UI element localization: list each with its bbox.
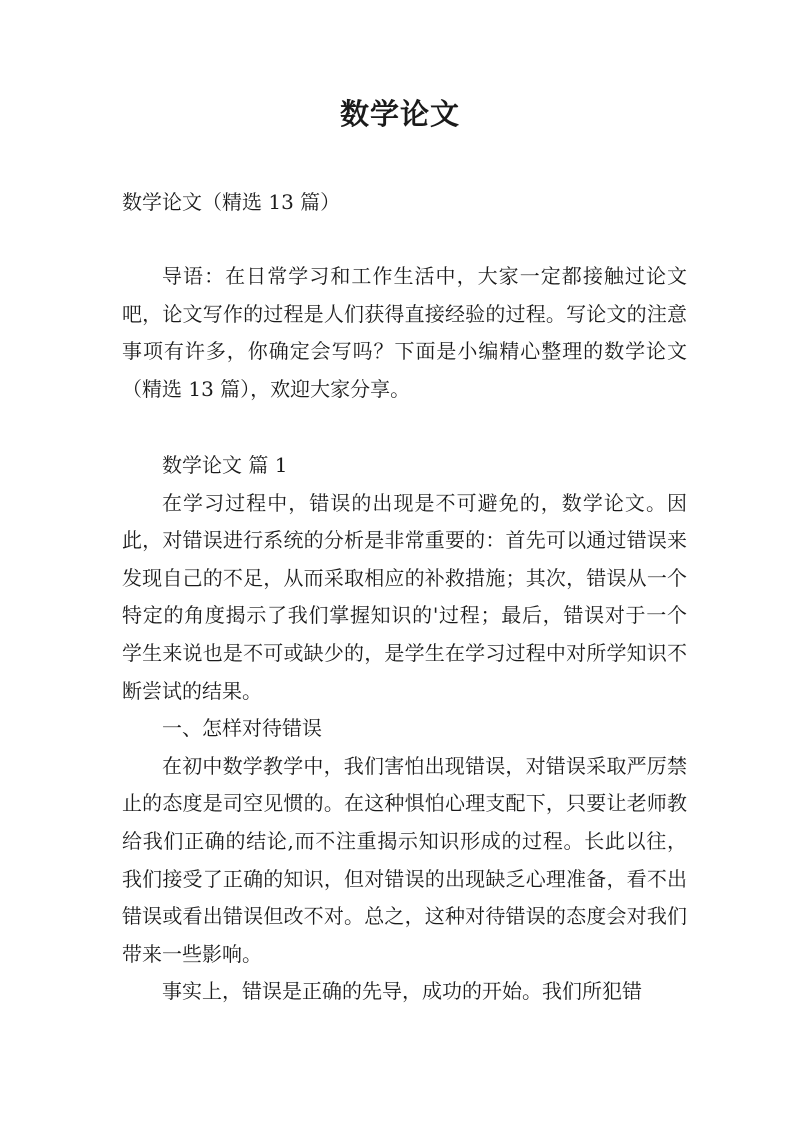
- section-heading: 数学论文 篇 1: [162, 453, 288, 477]
- section-1: [122, 447, 687, 1011]
- intro-block: [122, 258, 687, 408]
- subheading-how-to-treat-errors: 一、怎样对待错误: [162, 716, 322, 741]
- body-paragraph-1: 在学习过程中，错误的出现是不可避免的，数学论文。因此，对错误进行系统的分析是非常重要的：首先可以通过错误来发现自己的不足，从而采取相应的补救措施；其次，错误从一个特定的角度揭示了我们掌握知识的'过程；最后，错误对于一个学生来说也是不可或缺少的，是学生在学习过程中对所学知识不断尝试的结果。: [122, 490, 687, 703]
- intro-paragraph: 导语：在日常学习和工作生活中，大家一定都接触过论文吧，论文写作的过程是人们获得直接经验的过程。写论文的注意事项有许多，你确定会写吗？下面是小编精心整理的数学论文（精选 13 篇），欢迎大家分享。: [122, 264, 687, 401]
- page-title: 数学论文: [339, 97, 460, 131]
- document-subtitle: 数学论文（精选 13 篇）: [122, 190, 341, 214]
- body-paragraph-2: 在初中数学教学中，我们害怕出现错误，对错误采取严厉禁止的态度是司空见惯的。在这种惧怕心理支配下，只要让老师教给我们正确的结论,而不注重揭示知识形成的过程。长此以往，我们接受了正确的知识，但对错误的出现缺乏心理准备，看不出错误或看出错误但改不对。总之，这种对待错误的态度会对我们带来一些影响。: [122, 753, 687, 966]
- body-paragraph-3: 事实上，错误是正确的先导，成功的开始。我们所犯错: [162, 979, 642, 1004]
